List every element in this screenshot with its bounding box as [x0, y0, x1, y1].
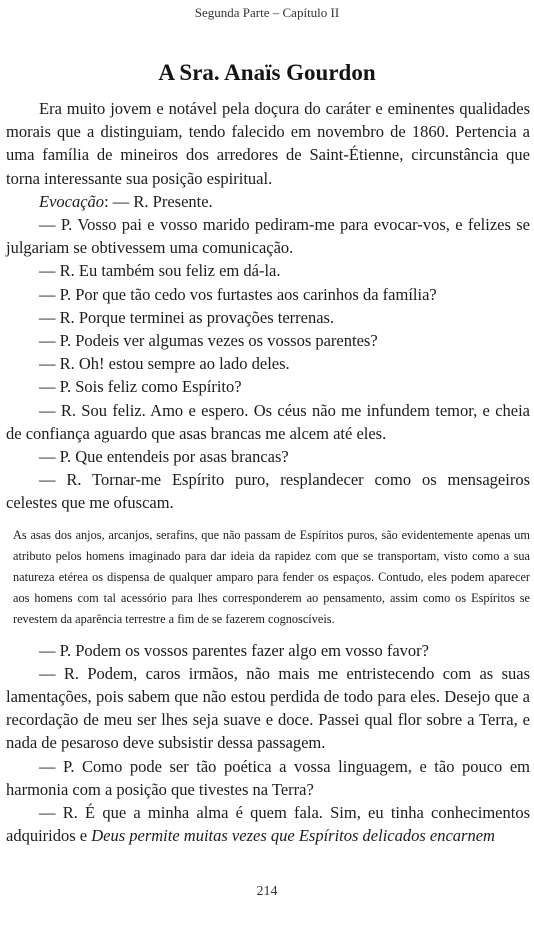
intro-paragraph: Era muito jovem e notável pela doçura do caráter e eminentes qualidades morais que a distinguiam, tendo falecido em novembro de 1860. Pertencia a uma família de mineiros dos arredores de Saint-Étienne, circunstância que torna interessante sua posição espiritual.	[6, 99, 530, 188]
dialogue-line: — P. Podeis ver algumas vezes os vossos parentes?	[39, 331, 378, 351]
last-line-italic: Deus permite muitas vezes que Espíritos delicados encarnem	[91, 826, 495, 846]
dialogue-line: — P. Como pode ser tão poética a vossa linguagem, e tão pouco em harmonia com a posição que tivestes na Terra?	[6, 756, 530, 799]
dialogue-line: — R. Tornar-me Espírito puro, resplandecer como os mensageiros celestes que me ofuscam.	[6, 470, 530, 513]
dialogue-line-last	[6, 801, 530, 847]
dialogue-line: — P. Sois feliz como Espírito?	[39, 377, 242, 397]
evocation-line	[6, 190, 530, 213]
chapter-title: A Sra. Anaïs Gourdon	[158, 60, 376, 85]
dialogue-line: — R. Eu também sou feliz em dá-la.	[39, 261, 281, 281]
dialogue-line: — P. Podem os vossos parentes fazer algo em vosso favor?	[39, 640, 429, 660]
dialogue-line: — P. Vosso pai e vosso marido pediram-me para evocar-vos, e felizes se julgariam se obtivessem uma comunicação.	[6, 215, 530, 258]
dialogue-line: — P. Por que tão cedo vos furtastes aos carinhos da família?	[39, 284, 437, 304]
dialogue-line: — P. Que entendeis por asas brancas?	[39, 447, 289, 467]
evocation-text: : — R. Presente.	[104, 191, 213, 211]
last-line-text: — R. É que a minha alma é quem fala. Sim, eu tinha conhecimentos adquiridos e	[6, 803, 530, 846]
running-head: Segunda Parte – Capítulo II	[194, 5, 340, 20]
dialogue-line: — R. Oh! estou sempre ao lado deles.	[39, 354, 290, 374]
dialogue-line: — R. Sou feliz. Amo e espero. Os céus não me infundem temor, e cheia de confiança aguardo que asas brancas me alcem até eles.	[6, 400, 530, 443]
dialogue-line: — R. Porque terminei as provações terrenas.	[39, 307, 335, 327]
dialogue-line: — R. Podem, caros irmãos, não mais me entristecendo com as suas lamentações, pois sabem que não estou perdida de todo para eles. Desejo que a recordação de meu ser lhes seja suave e doce. Passei qual flor sobre a Terra, e nada de pesaroso deve subsistir dessa passagem.	[6, 663, 530, 753]
page-number: 214	[256, 884, 278, 899]
commentary-note: As asas dos anjos, arcanjos, serafins, que não passam de Espíritos puros, são evidentemente apenas um atributo pelos homens imaginado para dar ideia da rapidez com que se transportam, visto como a sua natureza etérea os dispensa de qualquer amparo para fender os espaços. Contudo, eles podem aparecer aos homens com tal acessório para lhes corresponderem ao pensamento, assim como os Espíritos se revestem da aparência terrestre a fim de se fazerem cognoscíveis.	[13, 527, 530, 626]
page-body	[6, 97, 530, 847]
evocation-label: Evocação	[39, 191, 105, 211]
